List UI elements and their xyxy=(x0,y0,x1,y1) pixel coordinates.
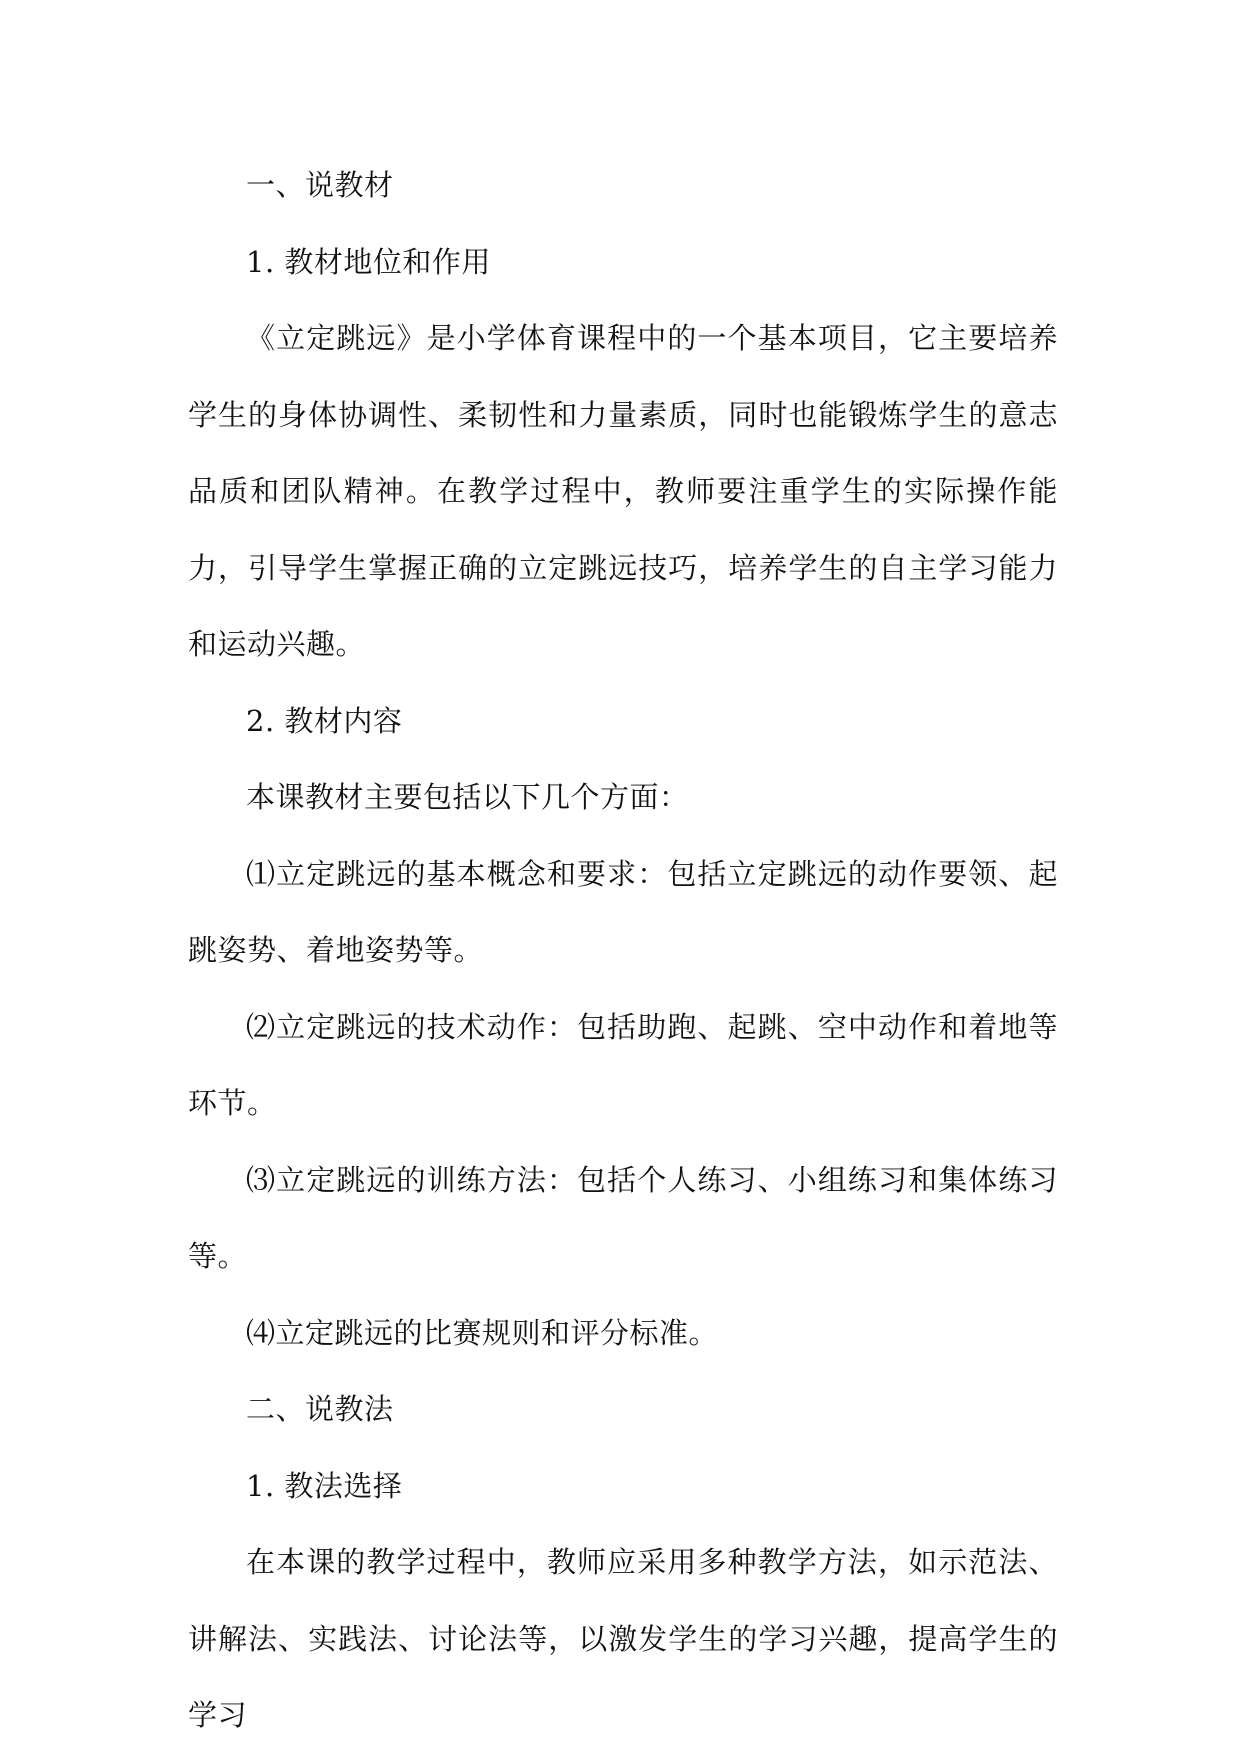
list-item: ⑴立定跳远的基本概念和要求：包括立定跳远的动作要领、起跳姿势、着地姿势等。 xyxy=(188,856,1058,967)
list-item: ⑷立定跳远的比赛规则和评分标准。 xyxy=(246,1315,719,1350)
section-heading: 一、说教材 xyxy=(246,168,394,202)
subsection-heading: 1. 教材地位和作用 xyxy=(246,244,491,279)
document-body xyxy=(188,147,1058,1754)
body-paragraph: 本课教材主要包括以下几个方面： xyxy=(246,780,689,814)
list-item: ⑵立定跳远的技术动作：包括助跑、起跳、空中动作和着地等环节。 xyxy=(188,1009,1058,1120)
body-paragraph: 在本课的教学过程中，教师应采用多种教学方法，如示范法、讲解法、实践法、讨论法等，以激发学生的学习兴趣，提高学生的学习 xyxy=(188,1545,1058,1732)
subsection-heading: 1. 教法选择 xyxy=(246,1468,403,1503)
subsection-heading: 2. 教材内容 xyxy=(246,703,403,738)
list-item: ⑶立定跳远的训练方法：包括个人练习、小组练习和集体练习等。 xyxy=(188,1162,1058,1273)
body-paragraph: 《立定跳远》是小学体育课程中的一个基本项目，它主要培养学生的身体协调性、柔韧性和力量素质，同时也能锻炼学生的意志品质和团队精神。在教学过程中，教师要注重学生的实际操作能力，引导学生掌握正确的立定跳远技巧，培养学生的自主学习能力和运动兴趣。 xyxy=(188,321,1058,661)
section-heading: 二、说教法 xyxy=(246,1392,394,1426)
